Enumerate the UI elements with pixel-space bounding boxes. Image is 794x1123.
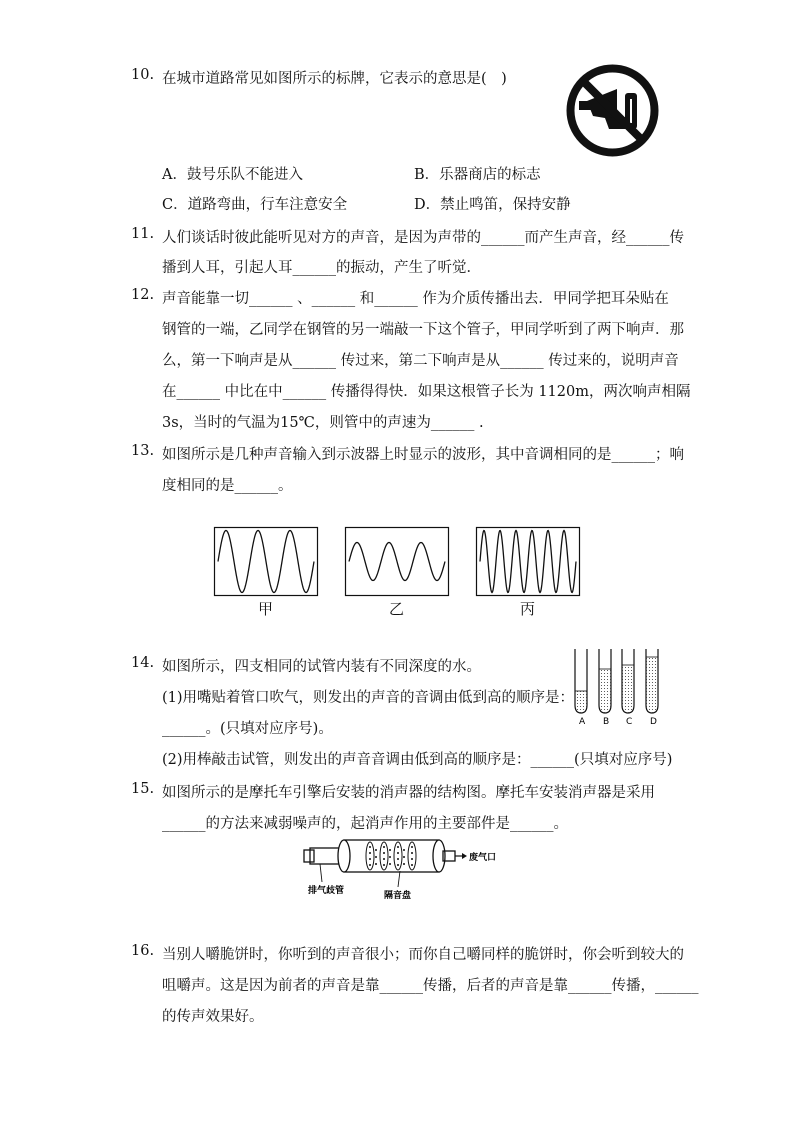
q15-line-2: ______的方法来减弱噪声的，起消声作用的主要部件是______。 bbox=[162, 816, 568, 832]
q12-line-2: 钢管的一端，乙同学在钢管的另一端敲一下这个管子，甲同学听到了两下响声．那 bbox=[162, 322, 684, 338]
tube-label-b: B bbox=[603, 717, 610, 727]
q11-line-1: 人们谈话时彼此能听见对方的声音，是因为声带的______而产生声音，经______传 bbox=[162, 230, 684, 246]
q16-line-3: 的传声效果好。 bbox=[162, 1009, 264, 1025]
q12-line-1: 声音能靠一切______ 、______ 和______ 作为介质传播出去．甲同学把耳朵贴在 bbox=[162, 291, 669, 307]
test-tube-b bbox=[599, 649, 611, 713]
q10-option-d: D．禁止鸣笛，保持安静 bbox=[414, 197, 571, 213]
q14-line-1: 如图所示，四支相同的试管内装有不同深度的水。 bbox=[162, 659, 481, 675]
waveform-label-bing: 丙 bbox=[520, 600, 536, 618]
q13-number: 13. bbox=[131, 443, 155, 459]
test-tubes-figure bbox=[570, 645, 664, 727]
q10-option-b: B．乐器商店的标志 bbox=[414, 167, 541, 183]
q16-number: 16. bbox=[131, 943, 155, 959]
waveform-label-yi: 乙 bbox=[389, 600, 405, 618]
q16-line-1: 当别人嚼脆饼时，你听到的声音很小；而你自己嚼同样的脆饼时，你会听到较大的 bbox=[162, 947, 684, 963]
muffler-structure-figure bbox=[300, 835, 515, 905]
tube-label-c: C bbox=[626, 717, 633, 727]
q12-line-3: 么，第一下响声是从______ 传过来，第二下响声是从______ 传过来的，说明声音 bbox=[162, 353, 679, 369]
q12-line-5: 3s，当时的气温为15℃，则管中的声速为______ . bbox=[162, 415, 484, 431]
test-tube-d bbox=[646, 649, 658, 713]
q14-line-4: (2)用棒敲击试管，则发出的声音音调由低到高的顺序是：______(只填对应序号) bbox=[162, 752, 673, 768]
oscilloscope-waveforms-figure bbox=[214, 527, 580, 597]
q14-line-3: ______。(只填对应序号)。 bbox=[162, 721, 333, 737]
q15-number: 15. bbox=[131, 781, 155, 797]
muffler-label-baffle: 隔音盘 bbox=[384, 891, 412, 901]
q10-stem: 在城市道路常见如图所示的标牌，它表示的意思是( ) bbox=[162, 71, 507, 87]
test-tube-a bbox=[575, 649, 587, 713]
q15-line-1: 如图所示的是摩托车引擎后安装的消声器的结构图。摩托车安装消声器是采用 bbox=[162, 785, 655, 801]
waveform-label-jia: 甲 bbox=[258, 600, 274, 618]
q12-number: 12. bbox=[131, 287, 155, 303]
no-horn-sign-icon bbox=[565, 63, 660, 158]
waveform-bing bbox=[480, 531, 576, 593]
q14-line-2: (1)用嘴贴着管口吹气，则发出的声音的音调由低到高的顺序是： bbox=[162, 690, 575, 706]
q10-option-c: C．道路弯曲，行车注意安全 bbox=[162, 197, 348, 213]
q10-option-a: A．鼓号乐队不能进入 bbox=[162, 167, 303, 183]
q16-line-2: 咀嚼声。这是因为前者的声音是靠______传播，后者的声音是靠______传播，______ bbox=[162, 978, 699, 994]
q10-number: 10. bbox=[131, 67, 155, 83]
tube-label-a: A bbox=[579, 717, 586, 727]
q11-number: 11. bbox=[131, 226, 155, 242]
q13-line-1: 如图所示是几种声音输入到示波器上时显示的波形，其中音调相同的是______；响 bbox=[162, 447, 684, 463]
test-tube-c bbox=[622, 649, 634, 713]
waveform-jia bbox=[218, 531, 314, 593]
muffler-label-exhaust-out: 废气口 bbox=[469, 853, 497, 863]
q11-line-2: 播到人耳，引起人耳______的振动，产生了听觉． bbox=[162, 260, 481, 276]
q12-line-4: 在______ 中比在中______ 传播得得快．如果这根管子长为 1120m，两次响声相隔 bbox=[162, 384, 691, 400]
tube-label-d: D bbox=[650, 717, 657, 727]
muffler-label-inlet-pipe: 排气歧管 bbox=[308, 886, 345, 896]
q14-number: 14. bbox=[131, 655, 155, 671]
q13-line-2: 度相同的是______。 bbox=[162, 478, 293, 494]
waveform-yi bbox=[349, 543, 445, 581]
